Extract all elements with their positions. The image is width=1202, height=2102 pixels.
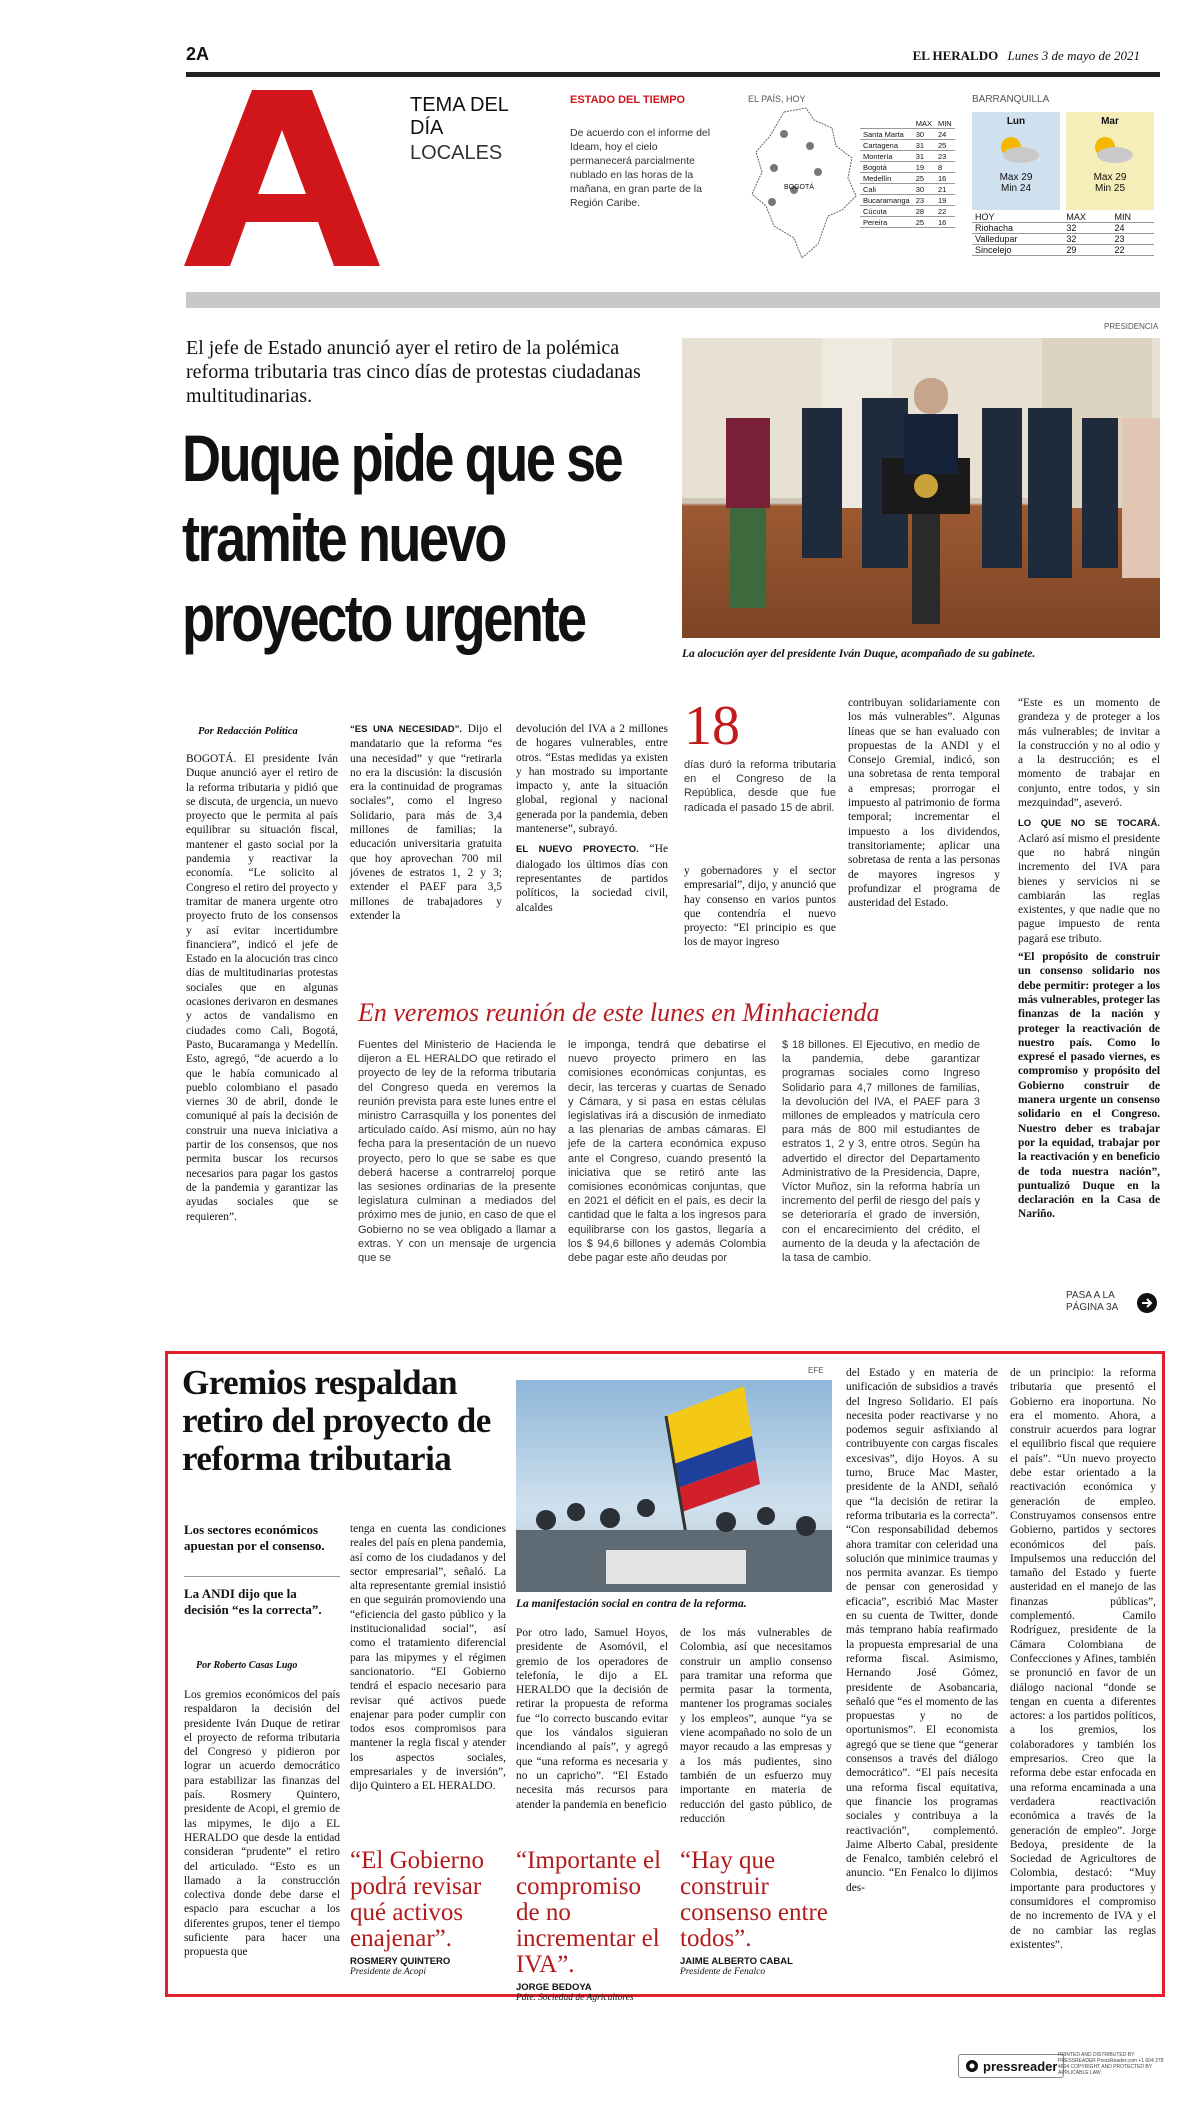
big-a-icon: [184, 90, 380, 266]
brand-name: pressreader: [983, 2058, 1058, 2074]
city-min: 8: [935, 162, 955, 173]
hoy-header: HOY: [972, 212, 1063, 223]
city-name: Medellín: [860, 173, 913, 184]
table-cell: [860, 118, 913, 129]
quote-name: ROSMERY QUINTERO: [350, 1956, 451, 1967]
gremios-photo-credit: EFE: [808, 1366, 824, 1375]
col6-text-b: Aclaró así mismo el presidente que no habrá ningún incremento del IVA para bienes y servicios ni se cambiarán las reglas existentes, y que nadie que no pague impuesto de renta pagará ese tributo.: [1018, 832, 1160, 945]
city-min: 16: [935, 217, 955, 228]
city-name: Bogotá: [860, 162, 913, 173]
city-min: 23: [935, 151, 955, 162]
gremios-col-3: Por otro lado, Samuel Hoyos, presidente de Asomóvil, el gremio de los operadores de telefonía, le dijo a EL HERALDO que la decisión de retirar la propuesta de reforma fue “lo correcto buscando evitar que los vándalos siguieran incendiando al país”, y agregó que “una reforma es necesaria y no un capricho”. “El Estado necesita más recursos para atender la pandemia en beneficio: [516, 1627, 668, 1811]
arrow-right-icon: [1136, 1292, 1158, 1314]
cities-weather-table: [860, 118, 955, 228]
sub-headline: En veremos reunión de este lunes en Minhacienda: [358, 998, 880, 1027]
stat-number: 18: [684, 695, 740, 757]
gremios-summary-1: Los sectores económicos apuestan por el consenso.: [184, 1522, 325, 1553]
topic-label: [410, 94, 509, 165]
subhead-no-se-tocara: LO QUE NO SE TOCARÁ.: [1018, 818, 1160, 830]
city-min: 19: [935, 195, 955, 206]
main-col-3: [516, 722, 668, 915]
day-max: Max 29: [999, 172, 1033, 183]
city-max: 31: [913, 140, 935, 151]
topic-line2: DÍA: [410, 117, 444, 139]
table-header-row: [972, 212, 1154, 223]
quote-name: JAIME ALBERTO CABAL: [680, 1956, 793, 1967]
main-col-6: [1018, 696, 1160, 1222]
table-row: [860, 162, 955, 173]
paper-name: EL HERALDO: [912, 48, 999, 63]
col-max: MAX: [913, 118, 935, 129]
masthead-rule: [186, 72, 1160, 77]
continue-link[interactable]: [1066, 1290, 1162, 1314]
city-name: Pereira: [860, 217, 913, 228]
col2-text: Dijo el mandatario que la reforma “es una necesidad” y que “retirarla no era la discusión: la discusión era la continuidad de programas sociales”, como el Ingreso Solidario, para más de 3,4 millones de familias; la educación universitaria gratuita que hoy aprovechan 700 mil jóvenes de estratos 1, 2 y 3; extender el PAEF para 3,5 millones de trabajadores y extender la: [350, 723, 502, 922]
map-city-label: BOGOTÁ: [784, 184, 814, 191]
table-row: [972, 245, 1154, 256]
city-min: 23: [1112, 234, 1155, 245]
quote-name: JORGE BEDOYA: [516, 1982, 592, 1993]
weather-title: ESTADO DEL TIEMPO: [570, 94, 686, 106]
day-max: Max 29: [1093, 172, 1127, 183]
barranquilla-day-mar: [1066, 112, 1154, 210]
day-min: Min 25: [1094, 183, 1125, 194]
protest-photo: [516, 1380, 832, 1592]
city-name: Sincelejo: [972, 245, 1063, 256]
gremios-headline: Gremios respaldan retiro del proyecto de reforma tributaria: [182, 1363, 491, 1478]
city-min: 25: [935, 140, 955, 151]
city-max: 28: [913, 206, 935, 217]
col6-block-b: [1018, 816, 1160, 946]
day-label: Lun: [1006, 116, 1026, 127]
city-name: Cúcuta: [860, 206, 913, 217]
story-headline: Duque pide que se tramite nuevo proyecto urgente: [182, 421, 622, 655]
day-min: Min 24: [1000, 183, 1031, 194]
pull-quote-2: [516, 1848, 668, 2003]
quote-text: “Importante el compromiso de no incrementar el IVA”.: [516, 1847, 662, 1978]
masthead-date-line: [913, 48, 1140, 64]
city-max: 30: [913, 129, 935, 140]
city-min: 16: [935, 173, 955, 184]
table-row: [860, 195, 955, 206]
city-max: 31: [913, 151, 935, 162]
byline: Por Redacción Política: [198, 726, 298, 737]
gremios-col-4: de los más vulnerables de Colombia, así que necesitamos construir un amplio consenso para tramitar una reforma que permita pasar la tormenta, mantener los programas sociales y los empleos”, aunque “ya se viene acompañado no solo de un mayor recaudo a las empresas y a los más pudientes, sino también de un esfuerzo muy importante en materia de reducción del gasto público, de reducción: [680, 1627, 832, 1825]
main-col-1: BOGOTÁ. El presidente Iván Duque anunció ayer el retiro de la reforma tributaria y pidió que se discuta, de urgencia, un nuevo proyecto que le permita al país equilibrar su situación fiscal, mantener el gasto social por la pandemia y reactivar la economía. “Le solicito al Congreso el retiro del proyecto y tramitar de manera urgente otro proyecto fruto de los consensos y así evitar incertidumbre financiera”, indicó el jefe de Estado en la alocución tras cinco días de multitudinarias protestas sociales que en algunas ocasiones derivaron en desmanes y actos de vandalismo en ciudades como Cali, Bogotá, Pasto, Bucaramanga y Medellín. Esto, agregó, “de acuerdo a lo que le había comunicado al pueblo colombiano el pasado viernes 30 de abril, donde le comuniqué al país la decisión de construir una nueva iniciativa a partir de los consensos, que nos permita buscar los recursos necesarios para pagar los gastos de la pandemia y garantizar las ayudas sociales que se requieren”.: [186, 753, 338, 1223]
main-col-4b: y gobernadores y el sector empresarial”, dijo, y anunció que hay consenso en varios puntos que contendría el nuevo proyecto: “El principio es que los de mayor ingreso: [684, 865, 836, 949]
barranquilla-title: BARRANQUILLA: [972, 94, 1050, 105]
main-photo: [682, 338, 1160, 638]
city-name: Cartagena: [860, 140, 913, 151]
page-number: 2A: [186, 44, 210, 64]
gremios-col-1: Los gremios económicos del país respaldaron la decisión del presidente Iván Duque de retirar el proyecto de reforma tributaria del Congreso y pidieron por lograr un acuerdo democrático para estabilizar las finanzas del país. Rosmery Quintero, presidente de Acopi, el gremio de las mipymes, le dijo a EL HERALDO que desde la entidad consideran “prudente” el retiro del articulado. “Esto es un llamado a la construcción colectiva donde debe darse el espacio para escuchar a los diferentes grupos, tener el tiempo suficiente para hacer una propuesta que: [184, 1689, 340, 1959]
issue-date: Lunes 3 de mayo de 2021: [1007, 48, 1140, 63]
col3-block-b: [516, 842, 668, 914]
city-name: Cali: [860, 184, 913, 195]
col3-text-a: devolución del IVA a 2 millones de hogares vulnerables, entre otros. “Estas medidas ya existen y han mostrado su importante impacto y, ante la situación global, regional y nacional generada por la pandemia, deben mantenerse”, subrayó.: [516, 723, 668, 836]
gremios-col-6: de un principio: la reforma tributaria que presentó el Gobierno era inoportuna. No era el momento. Ahora, a construir acuerdos para lograr el equilibrio fiscal que requiere el país”. “Un nuevo proyecto debe estar orientado a la reactivación económica y generación de empleo. Construyamos consensos entre Gobierno, partidos y sectores económicos del país. Impulsemos una reducción del tamaño del Estado y fuerte austeridad en el manejo de las finanzas públicas”, complementó. Camilo Rodríguez, presidente de la Cámara Colombiana de Confecciones y Afines, también se pronunció en favor de un diálogo nacional “donde se tengan en cuenta a diferentes actores: a los partidos políticos, a los gremios, los colaboradores y también los empresarios. Creo que la reforma debe estar enfocada en una reforma encaminada a una verdadera reactivación económica a través de la generación de empleo”. Jorge Bedoya, presidente de la Sociedad de Agricultores de Colombia, destacó: “Muy importante para productores y consumidores el compromiso de no incremento de IVA y el de no cambiar las reglas existentes”.: [1010, 1367, 1156, 1951]
city-name: Santa Marta: [860, 129, 913, 140]
topic-section: LOCALES: [410, 142, 503, 164]
stat-text: días duró la reforma tributaria en el Congreso de la República, desde que fue radicada el pasado 15 de abril.: [684, 759, 836, 814]
quote-role: Presidente de Fenalco: [680, 1967, 766, 1977]
pressreader-logo[interactable]: [958, 2054, 1064, 2078]
city-min: 22: [1112, 245, 1155, 256]
sub-col-2: le imponga, tendrá que debatirse el nuevo proyecto primero en las comisiones económicas conjuntas, es decir, las terceras y cuartas de Senado y Cámara, y si pasa en estas células legislativas irá a discusión de inmediato a las plenarias de ambas cámaras. El jefe de la cartera económica expuso ante el Congreso, cuando presentó la iniciativa que se retiró ante las comisiones económicas conjuntas, que en 2021 el déficit en el país, es decir la cantidad que le falta a los ingresos para equilibrarse con los gastos, llegaría a los $ 94,6 billones y además Colombia debe pagar este año deudas por: [568, 1039, 766, 1265]
min-header: MIN: [1112, 212, 1155, 223]
main-col-5: contribuyan solidariamente con los más vulnerables”. Algunas líneas que se han evaluado con propuestas de la ANDI y el Consejo Gremial, indicó, son una sobretasa de renta temporal a empresas; prorrogar el impuesto al patrimonio de forma temporal; incrementar el impuesto a los dividendos, transitoriamente; aplicar una sobretasa de renta a las personas de mayores ingresos y profundizar el programa de austeridad del Estado.: [848, 697, 1000, 910]
city-min: 24: [1112, 223, 1155, 234]
city-max: 25: [913, 217, 935, 228]
table-row: [860, 184, 955, 195]
quote-role: Presidente de Acopi: [350, 1967, 426, 1977]
colombia-map: [744, 106, 864, 264]
city-name: Riohacha: [972, 223, 1063, 234]
day-label: Mar: [1101, 116, 1119, 127]
gremios-col-2: tenga en cuenta las condiciones reales del país en plena pandemia, así como de los ciudadanos y del sector empresarial”, señaló. La alta representante gremial insistió en que seguirán promoviendo una “eficiencia del gasto público y la institucionalidad social”, así como el tratamiento diferencial para las mipymes y el régimen sancionatorio. “El Gobierno tendrá el espacio necesario para revisar qué activos puede enajenar para poder cumplir con todos esos compromisos para mantener la regla fiscal y atender los aspectos sociales, empresariales y de inversión”, dijo Quintero a EL HERALDO.: [350, 1523, 506, 1793]
weather-map-label: EL PAÍS, HOY: [748, 94, 806, 104]
city-max: 25: [913, 173, 935, 184]
city-min: 21: [935, 184, 955, 195]
topic-letter-logo: [184, 90, 380, 266]
coastal-weather-table: [972, 212, 1154, 256]
pressreader-icon: [965, 2059, 979, 2073]
partly-cloudy-icon: [989, 131, 1043, 167]
summary-divider: [184, 1576, 340, 1577]
topic-line1: TEMA DEL: [410, 94, 509, 116]
table-row: [860, 173, 955, 184]
gremios-byline: Por Roberto Casas Lugo: [196, 1660, 298, 1671]
photo-caption: La alocución ayer del presidente Iván Duque, acompañado de su gabinete.: [682, 648, 1036, 660]
city-name: Montería: [860, 151, 913, 162]
fine-print: PRINTED AND DISTRIBUTED BY PRESSREADER PressReader.com +1 604 278 4604 COPYRIGHT AND PROTECTED BY APPLICABLE LAW: [1058, 2052, 1164, 2076]
table-row: [860, 217, 955, 228]
partly-cloudy-icon: [1083, 131, 1137, 167]
col3-text-b: “He dialogado los últimos días con representantes de partidos políticos, la sociedad civil, alcaldes: [516, 843, 668, 914]
city-max: 19: [913, 162, 935, 173]
story-deck: El jefe de Estado anunció ayer el retiro de la polémica reforma tributaria tras cinco días de protestas ciudadanas multitudinarias.: [186, 337, 641, 407]
table-row: [860, 151, 955, 162]
colombian-flag-protest-illustration: [516, 1380, 832, 1592]
table-row: [860, 140, 955, 151]
quote-text: “Hay que construir consenso entre todos”.: [680, 1847, 828, 1952]
table-row: [860, 129, 955, 140]
weather-body: De acuerdo con el informe del Ideam, hoy el cielo permanecerá parcialmente nublado en las horas de la mañana, en gran parte de la Región Caribe.: [570, 127, 711, 209]
city-max: 30: [913, 184, 935, 195]
photo-credit: PRESIDENCIA: [1104, 322, 1159, 331]
city-max: 32: [1063, 234, 1111, 245]
city-max: 29: [1063, 245, 1111, 256]
table-header-row: [860, 118, 955, 129]
city-max: 32: [1063, 223, 1111, 234]
table-row: [860, 206, 955, 217]
gremios-summary-2: La ANDI dijo que la decisión “es la correcta”.: [184, 1586, 322, 1617]
subhead-necesidad: “ES UNA NECESIDAD”.: [350, 724, 463, 735]
city-name: Valledupar: [972, 234, 1063, 245]
city-max: 23: [913, 195, 935, 206]
subhead-nuevo-proyecto: EL NUEVO PROYECTO.: [516, 844, 639, 856]
city-name: Bucaramanga: [860, 195, 913, 206]
pull-quote-1: [350, 1848, 502, 1977]
gremios-col-5: del Estado y en materia de unificación de subsidios a través del Ingreso Solidario. El país necesita poder reactivarse y no podemos seguir asfixiando al contribuyente con cargas fiscales excesivas”, dijo Hoyos. A su turno, Bruce Mac Master, presidente de la ANDI, señaló que “la decisión de retirar la reforma tributaria es la correcta”. “Con responsabilidad debemos ahora tramitar con celeridad una solución que minimice traumas y nos permita avanzar. Es tiempo de pensar con generosidad y eficacia”, escribió Mac Master en su cuenta de Twitter, donde más temprano había reafirmado la propuesta empresarial de una reforma fiscal. Asimismo, Hernando José Gómez, presidente de Asobancaria, señaló que “es el momento de las propuestas y no de oportunismos”. El economista agregó que se tiene que “generar consensos a través del diálogo democrático”. “El país necesita una reforma fiscal equitativa, que financie los programas sociales y contribuya a la reactivación”, complementó. Jaime Alberto Cabal, presidente de Fenalco, también celebró el anuncio. “En Fenalco lo dijimos des-: [846, 1367, 998, 1894]
barranquilla-day-lun: [972, 112, 1060, 210]
table-row: [972, 234, 1154, 245]
section-grey-bar: [186, 292, 1160, 308]
sub-col-1: Fuentes del Ministerio de Hacienda le dijeron a EL HERALDO que retirado el proyecto de ley de la reforma tributaria del Congreso queda en veremos la reunión prevista para este lunes entre el ministro Carrasquilla y los ponentes del articulado caído. Así mismo, aún no hay fecha para la presentación de un nuevo proyecto, pero lo que se sabe es que deberá hacerse a contrarreloj porque las sesiones ordinarias de la presente legislatura culminan a mediados del próximo mes de junio, en caso de que el Gobierno no se vea obligado a llamar a extras. Y con un mensaje de urgencia que se: [358, 1039, 556, 1265]
city-min: 22: [935, 206, 955, 217]
col6-text-a: “Este es un momento de grandeza y de proteger a los más vulnerables; de invitar a la construcción y no al odio y a la destrucción; es el momento de trabajar en conjunto, entre todos, y sin mezquindad”, aseveró.: [1018, 697, 1160, 810]
continue-text: PASA A LA PÁGINA 3A: [1066, 1290, 1119, 1313]
gremios-photo-caption: La manifestación social en contra de la reforma.: [516, 1598, 747, 1610]
col6-text-c: “El propósito de construir un consenso solidario nos debe permitir: proteger a los más vulnerables, proteger las finanzas de la nación y proteger la reactivación de nuestro país. Como lo expresé el pasado viernes, es compromiso y propósito del Gobierno construir de manera urgente un consenso solidario en el Congreso. Nuestro deber es trabajar por la equidad, trabajar por la reactivación y en beneficio de toda nuestra nación”, puntualizó Duque en la declaración en la Casa de Nariño.: [1018, 951, 1160, 1221]
cabinet-photo-illustration: [682, 338, 1160, 638]
main-col-2: [350, 722, 502, 923]
col-min: MIN: [935, 118, 955, 129]
city-min: 24: [935, 129, 955, 140]
sub-col-3: $ 18 billones. El Ejecutivo, en medio de la pandemia, debe garantizar programas sociales como Ingreso Solidario para 4,7 millones de familias, la devolución del IVA, el PAEF para 3 millones de empleados y matrícula cero para más de 800 mil estudiantes de estratos 1, 2 y 3, entre otros. Según ha advertido el director del Departamento Administrativo de la Presidencia, Dapre, Víctor Muñoz, sin la reforma habría un incremento del perfil de riesgo del país y se deterioraría el grado de inversión, con el encarecimiento del crédito, el aumento de la deuda y la afectación de la tasa de cambio.: [782, 1039, 980, 1265]
quote-role: Pdte. Sociedad de Agricultores: [516, 1993, 634, 2003]
table-row: [972, 223, 1154, 234]
pull-quote-3: [680, 1848, 832, 1977]
max-header: MAX: [1063, 212, 1111, 223]
quote-text: “El Gobierno podrá revisar qué activos enajenar”.: [350, 1847, 484, 1952]
